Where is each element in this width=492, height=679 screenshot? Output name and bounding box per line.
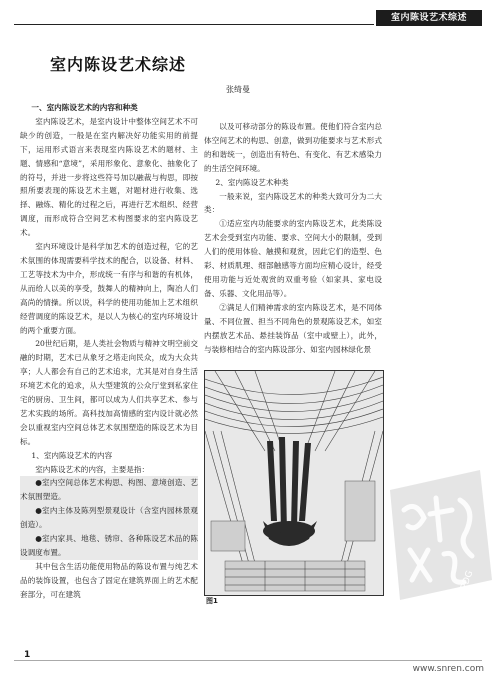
article-title: 室内陈设艺术综述 (50, 55, 187, 74)
paragraph: 一般来说，室内陈设艺术的种类大致可分为二大类： (204, 191, 382, 215)
left-column (20, 101, 198, 602)
article-author: 张绮曼 (226, 85, 250, 94)
page-number: 1 (24, 650, 31, 660)
watermark-stamp (380, 470, 492, 600)
paragraph: ●室内家具、地毯、锈帘、各种陈设艺术品的陈设调度布置。 (20, 532, 198, 560)
paragraph: 以及可移动部分的陈设布置。使他们符合室内总体空间艺术的构思、创意，做到功能要求与艺术形式的和谐统一，创造出有特色、有变化、有艺术感染力的生活空间环境。 (204, 122, 382, 173)
paragraph: 20世纪后期，是人类社会物质与精神文明空前交融的时期，艺术已从象牙之塔走向民众，成为大众共享；人人都会有自己的艺术追求，尤其是对自身生活环境艺术化的追求，从大型建筑的公众厅堂到私家住宅的厨房、卫生间，都可以成为人们共享艺术、参与艺术实践的场所。高科技加高情感的室内设计就必然会以重视室内空间总体艺术氛围塑造的陈设艺术为目标。 (20, 339, 198, 446)
section-tab: 室内陈设艺术综述 (376, 10, 482, 26)
figure-caption: 图1 (206, 597, 218, 605)
paragraph: 室内陈设艺术的内容，主要是指： (35, 464, 150, 474)
watermark-stamp-label: PDG (459, 569, 476, 592)
paragraph: ②满足人们精神需求的室内陈设艺术，是不同体量、不同位置、担当不同角色的景观陈设艺术，如室内摆放艺术品、悬挂装饰品（室中或壁上），此外，与装修相结合的室内陈设部分、如室内园林绿化景 (204, 302, 382, 354)
header-rule (14, 24, 374, 25)
section-heading: 一、室内陈设艺术的内容和种类 (31, 103, 138, 112)
paragraph: ●室内空间总体艺术构思、构图、意境创造、艺术氛围塑造。 (20, 476, 198, 504)
paragraph: ●室内主体及陈列型景观设计（含室内园林景观创造）。 (20, 504, 198, 532)
paragraph: 室内环境设计是科学加艺术的创造过程，它的艺术氛围的体现需要科学技术的配合，以设备、材料、工艺等技术为中介，形成统一有序与和谐的有机体，从而给人以美的享受，鼓舞人的精神向上，陶冶人们高尚的情操。所以说，科学的使用功能加上艺术组织经营调度的陈设艺术，是以人为核心的室内环境设计的两个重要方面。 (20, 242, 198, 335)
paragraph: 室内陈设艺术，是室内设计中整体空间艺术不可缺少的创造，一般是在室内解决好功能实用的前提下，运用形式语言来表现室内陈设艺术的题材、主题、情感和“意境”，采用形象化、意象化、抽象化了的符号，并进一步将这些符号加以融裁与构思，即按照所要表现的陈设艺术主题，对题材进行收集、选择、融炼、精化的过程之后，再进行艺术组织、经营调度，而形成符合空间艺术构图要求的室内陈设艺术。 (20, 116, 198, 238)
footer-rule (14, 660, 482, 661)
subsection-heading: 1、室内陈设艺术的内容 (31, 450, 113, 460)
figure-1-image (204, 370, 384, 596)
paragraph: ①适应室内功能要求的室内陈设艺术，此类陈设艺术会受到室内功能、要求、空间大小的限制，受到人们的使用体验、触摸和观赏，因此它们的造型、色彩、材质肌理、细部触感等方面均应精心设计，经受使用功能与近处观赏的双重考验（如家具、家电设备、乐器、文化用品等）。 (204, 219, 382, 298)
watermark-site-url: www.snren.com (412, 664, 484, 674)
right-column (204, 120, 382, 356)
subsection-heading: 2、室内陈设艺术种类 (215, 177, 289, 187)
paragraph: 其中包含生活功能使用物品的陈设布置与纯艺术品的装饰设置，也包含了固定在建筑界面上的艺术配套部分，可在建筑 (20, 561, 198, 599)
page-header (0, 0, 492, 30)
